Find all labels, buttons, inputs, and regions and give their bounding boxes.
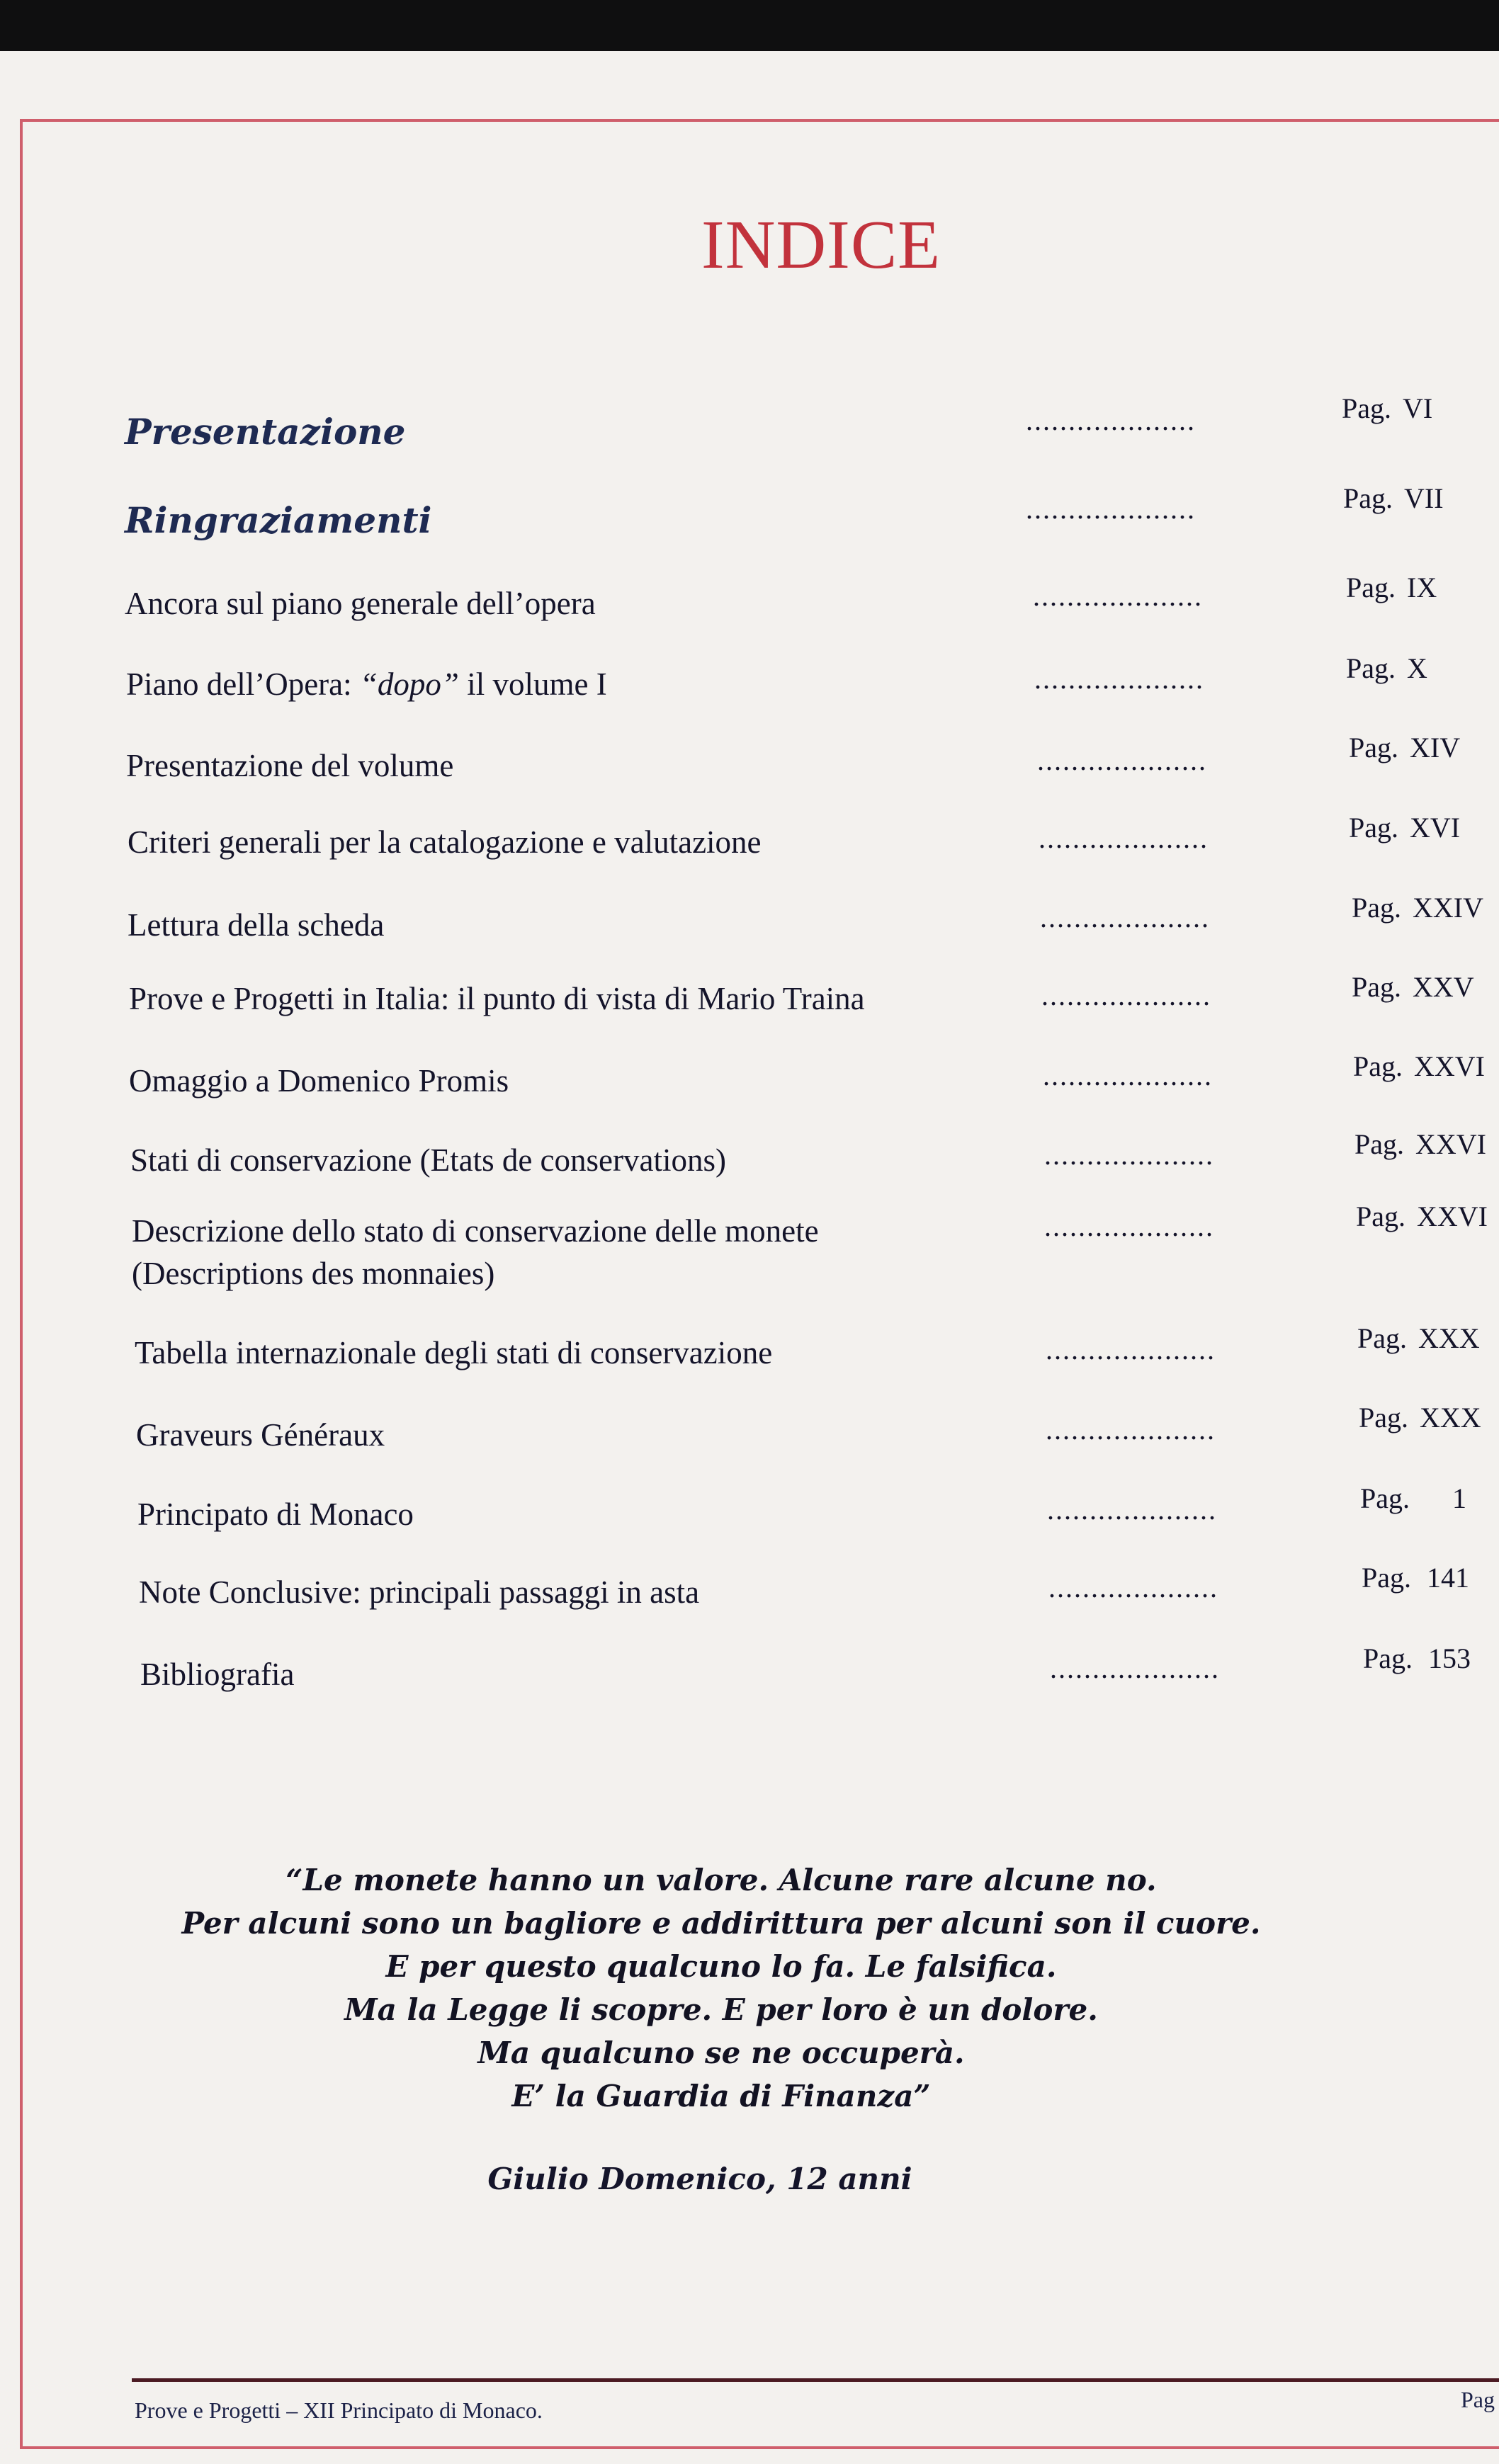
poem-line: Per alcuni sono un bagliore e addirittura per alcuni son il cuore. [181, 1906, 1261, 1941]
toc-page-ref: Pag. XXVI [1356, 1200, 1488, 1232]
poem-line: Ma la Legge li scopre. E per loro è un dolore. [344, 1992, 1098, 2027]
toc-leader-dots: .................... [1040, 902, 1210, 933]
toc-page-ref: Pag. XXVI [1354, 1128, 1486, 1160]
toc-page-ref: Pag. XVI [1349, 812, 1461, 844]
toc-entry-sublabel: (Descriptions des monnaies) [132, 1256, 495, 1291]
toc-entry-label: Bibliografia [140, 1657, 295, 1692]
toc-page-number: XXVI [1414, 1050, 1485, 1082]
toc-leader-dots: .................... [1039, 822, 1209, 854]
toc-page-number: 1 [1452, 1482, 1466, 1514]
toc-page-ref: Pag. 141 [1362, 1562, 1469, 1594]
toc-entry-label: Note Conclusive: principali passaggi in asta [139, 1574, 700, 1610]
toc-leader-dots: .................... [1043, 1060, 1213, 1091]
toc-page-ref: Pag. VII [1343, 482, 1444, 514]
toc-page-number: VII [1404, 482, 1444, 514]
toc-leader-dots: .................... [1048, 1572, 1218, 1603]
toc-entry-label: Descrizione dello stato di conservazione delle monete [132, 1213, 819, 1249]
poem-line: Ma qualcuno se ne occuperà. [477, 2036, 965, 2070]
poem [0, 1863, 1499, 2122]
toc-page-number: 141 [1427, 1562, 1469, 1594]
toc-page-number: XVI [1410, 812, 1461, 844]
toc-entry-label: Prove e Progetti in Italia: il punto di vista di Mario Traina [129, 981, 865, 1016]
toc-page-number: XIV [1410, 732, 1461, 763]
toc-page-number: 153 [1428, 1642, 1471, 1674]
poem-author: Giulio Domenico, 12 anni [487, 2162, 912, 2196]
poem-line: E per questo qualcuno lo fa. Le falsifica. [385, 1949, 1057, 1984]
toc-page-number: XXVI [1417, 1200, 1488, 1232]
toc-page-ref: Pag. XXX [1357, 1322, 1480, 1354]
toc-leader-dots: .................... [1044, 1139, 1214, 1171]
page-title: INDICE [701, 207, 941, 283]
toc-entry-label: Ringraziamenti [125, 499, 432, 541]
toc-page-number: XXV [1413, 971, 1474, 1003]
toc-leader-dots: .................... [1026, 404, 1196, 436]
footer-rule [132, 2378, 1499, 2382]
toc-page-ref: Pag. IX [1346, 572, 1437, 603]
toc-entry-label: Ancora sul piano generale dell’opera [125, 586, 596, 621]
toc-leader-dots: .................... [1046, 1414, 1216, 1446]
toc-page-number: XXX [1418, 1322, 1480, 1354]
toc-entry-label: Principato di Monaco [137, 1497, 414, 1532]
toc-entry-label: Presentazione del volume [126, 748, 454, 783]
toc-page-number: XXX [1420, 1402, 1481, 1433]
toc-page-ref: Pag. XXVI [1353, 1050, 1485, 1082]
toc-page-ref: Pag. VI [1342, 392, 1433, 424]
poem-line: “Le monete hanno un valore. Alcune rare alcune no. [285, 1863, 1157, 1897]
toc-page-number: X [1407, 652, 1427, 684]
toc-leader-dots: .................... [1044, 1210, 1214, 1242]
footer-left-text: Prove e Progetti – XII Principato di Monaco. [135, 2397, 543, 2423]
toc-page-ref: Pag. XXX [1359, 1402, 1481, 1433]
toc-entry-label: Stati di conservazione (Etats de conservations) [130, 1142, 726, 1178]
toc-page-ref: Pag. 153 [1363, 1642, 1471, 1674]
toc-entry-label: Piano dell’Opera: “dopo” il volume I [126, 666, 607, 702]
toc-page-number: VI [1403, 392, 1433, 424]
toc-leader-dots: .................... [1047, 1494, 1217, 1526]
toc-leader-dots: .................... [1034, 663, 1204, 695]
toc-page-ref: Pag. XIV [1349, 732, 1461, 763]
toc-page-number: XXVI [1415, 1128, 1486, 1160]
toc-page-ref: Pag. XXV [1352, 971, 1474, 1003]
toc-page-ref: Pag. XXIV [1352, 892, 1483, 924]
toc-leader-dots: .................... [1041, 980, 1211, 1011]
toc-page-number: XXIV [1413, 892, 1483, 924]
poem-line: E’ la Guardia di Finanza” [511, 2079, 931, 2113]
toc-entry-label: Tabella internazionale degli stati di conservazione [135, 1335, 773, 1370]
toc-leader-dots: .................... [1046, 1334, 1216, 1366]
toc-leader-dots: .................... [1026, 493, 1196, 525]
toc-page-ref: Pag. X [1346, 652, 1427, 684]
toc-entry-label: Criteri generali per la catalogazione e valutazione [128, 824, 762, 860]
toc-entry-label: Omaggio a Domenico Promis [129, 1063, 509, 1098]
footer-right-text: Pag [1461, 2387, 1495, 2412]
toc-entry-label: Lettura della scheda [128, 907, 385, 943]
toc-page-ref: Pag. 1 [1360, 1482, 1466, 1514]
toc-leader-dots: .................... [1050, 1652, 1220, 1684]
toc-page-number: IX [1407, 572, 1437, 603]
toc-leader-dots: .................... [1037, 744, 1207, 776]
toc-leader-dots: .................... [1033, 580, 1203, 612]
toc-entry-label: Presentazione [125, 411, 406, 453]
toc-entry-label: Graveurs Généraux [136, 1417, 385, 1453]
